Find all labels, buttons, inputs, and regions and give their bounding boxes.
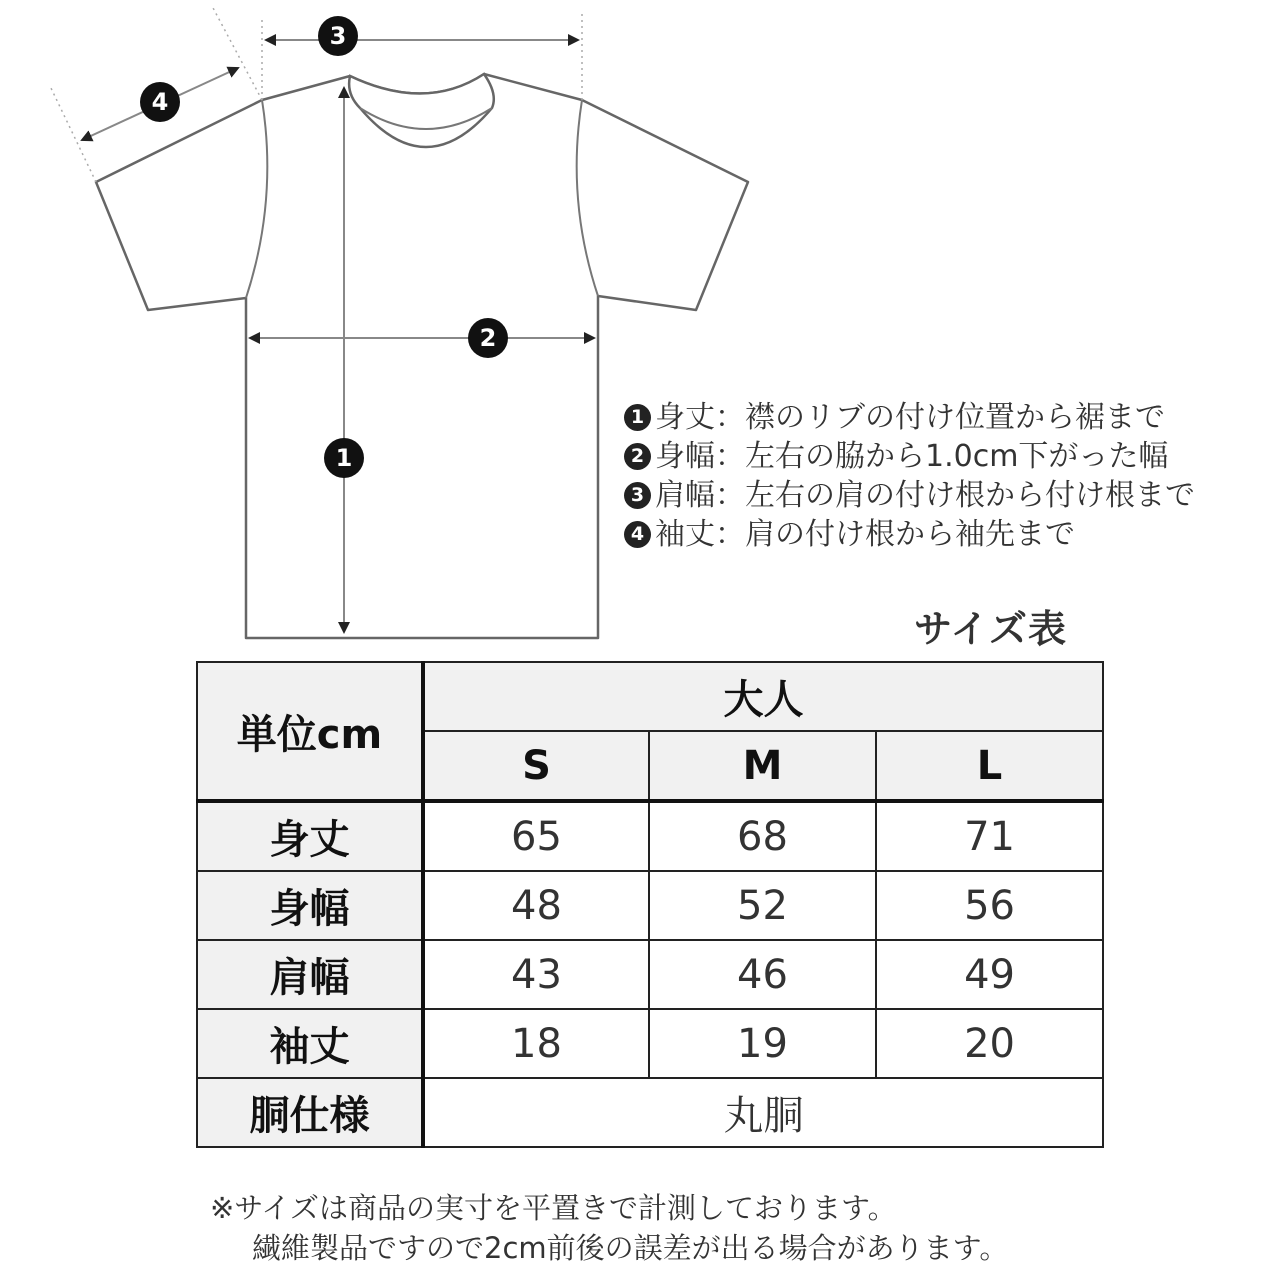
legend-label: 肩幅 xyxy=(655,478,715,513)
row-label: 肩幅 xyxy=(197,940,423,1009)
table-cell: 56 xyxy=(876,871,1103,940)
svg-text:3: 3 xyxy=(329,22,347,50)
table-cell: 19 xyxy=(649,1009,876,1078)
table-row xyxy=(197,801,1103,871)
table-cell: 68 xyxy=(649,801,876,871)
size-notes xyxy=(210,1188,1008,1268)
table-cell: 49 xyxy=(876,940,1103,1009)
legend-description: ：襟のリブの付け位置から裾まで xyxy=(715,400,1165,435)
size-header-l: L xyxy=(876,731,1103,801)
legend-item-sleeve-length xyxy=(624,515,1195,554)
legend-description: ：肩の付け根から袖先まで xyxy=(715,517,1075,552)
table-row xyxy=(197,871,1103,940)
measurement-legend xyxy=(624,398,1195,554)
unit-header: 単位cm xyxy=(197,662,423,801)
legend-item-body-width xyxy=(624,437,1195,476)
table-cell: 48 xyxy=(423,871,649,940)
marker-2 xyxy=(468,318,508,358)
legend-description: ：左右の肩の付け根から付け根まで xyxy=(715,478,1195,513)
table-cell: 65 xyxy=(423,801,649,871)
row-label: 身幅 xyxy=(197,871,423,940)
legend-number: 4 xyxy=(624,521,651,548)
size-header-m: M xyxy=(649,731,876,801)
svg-text:2: 2 xyxy=(479,324,497,352)
table-row-body-type xyxy=(197,1078,1103,1147)
legend-label: 袖丈 xyxy=(655,517,715,552)
table-cell: 71 xyxy=(876,801,1103,871)
note-line-1: ※サイズは商品の実寸を平置きで計測しております。 xyxy=(210,1191,897,1225)
note-line-2: 繊維製品ですので2cm前後の誤差が出る場合があります。 xyxy=(252,1231,1009,1265)
legend-number: 1 xyxy=(624,404,651,431)
table-row xyxy=(197,940,1103,1009)
legend-label: 身幅 xyxy=(655,439,715,474)
legend-number: 2 xyxy=(624,443,651,470)
table-header-row xyxy=(197,662,1103,731)
row-label: 袖丈 xyxy=(197,1009,423,1078)
legend-label: 身丈 xyxy=(655,400,715,435)
svg-text:1: 1 xyxy=(335,444,353,472)
table-row xyxy=(197,1009,1103,1078)
table-cell: 20 xyxy=(876,1009,1103,1078)
table-cell: 18 xyxy=(423,1009,649,1078)
size-table xyxy=(196,661,1104,1148)
size-header-s: S xyxy=(423,731,649,801)
table-cell: 丸胴 xyxy=(423,1078,1103,1147)
marker-1 xyxy=(324,438,364,478)
marker-4 xyxy=(140,82,180,122)
marker-3 xyxy=(318,16,358,56)
legend-number: 3 xyxy=(624,482,651,509)
row-label: 身丈 xyxy=(197,801,423,871)
svg-text:4: 4 xyxy=(151,88,169,116)
row-label: 胴仕様 xyxy=(197,1078,423,1147)
size-table-title: サイズ表 xyxy=(914,607,1067,651)
legend-item-body-length xyxy=(624,398,1195,437)
table-cell: 43 xyxy=(423,940,649,1009)
table-cell: 46 xyxy=(649,940,876,1009)
legend-item-shoulder-width xyxy=(624,476,1195,515)
table-cell: 52 xyxy=(649,871,876,940)
legend-description: ：左右の脇から1.0cm下がった幅 xyxy=(715,439,1169,474)
group-header: 大人 xyxy=(423,662,1103,731)
